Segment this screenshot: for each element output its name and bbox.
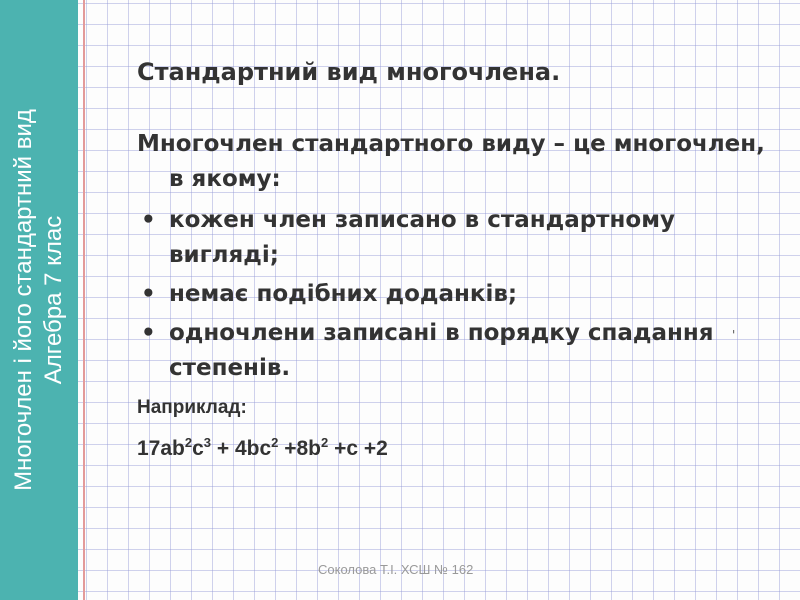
- bullet-icon: •: [141, 320, 156, 346]
- formula-term: +8b: [278, 437, 321, 460]
- stray-mark: ': [732, 328, 736, 342]
- slide-content: [137, 127, 767, 466]
- definition-intro: Многочлен стандартного виду – це многочлен, в якому:: [137, 131, 765, 192]
- slide-title: Стандартний вид многочлена.: [137, 58, 561, 86]
- formula-term: + 4bc: [211, 437, 272, 460]
- condition-item: [137, 277, 767, 312]
- bullet-icon: •: [141, 281, 156, 307]
- formula-exponent: 2: [184, 435, 193, 450]
- margin-line: [83, 0, 85, 600]
- sidebar-course: Алгебра 7 клас: [40, 215, 67, 385]
- condition-list: [137, 203, 767, 386]
- formula-term: +c +2: [328, 437, 388, 460]
- formula-term: c: [192, 437, 204, 460]
- condition-item: [137, 316, 767, 386]
- sidebar: [0, 0, 78, 600]
- bullet-icon: •: [141, 207, 156, 233]
- condition-item: [137, 203, 767, 273]
- sidebar-caption: [9, 20, 69, 580]
- formula-exponent: 2: [271, 435, 279, 450]
- footer-author: Соколова Т.І. ХСШ № 162: [318, 562, 474, 577]
- formula-term: 17ab: [137, 437, 185, 460]
- example-label: Наприклад:: [137, 397, 247, 418]
- condition-text: немає подібних доданків;: [169, 281, 518, 307]
- formula-exponent: 2: [321, 435, 329, 450]
- example-formula: [137, 431, 767, 466]
- formula-exponent: 3: [203, 435, 212, 450]
- condition-text: одночлени записані в порядку спадання степенів.: [169, 320, 714, 381]
- sidebar-topic: Многочлен і його стандартний вид: [10, 109, 37, 491]
- condition-text: кожен член записано в стандартному вигляді;: [169, 207, 675, 268]
